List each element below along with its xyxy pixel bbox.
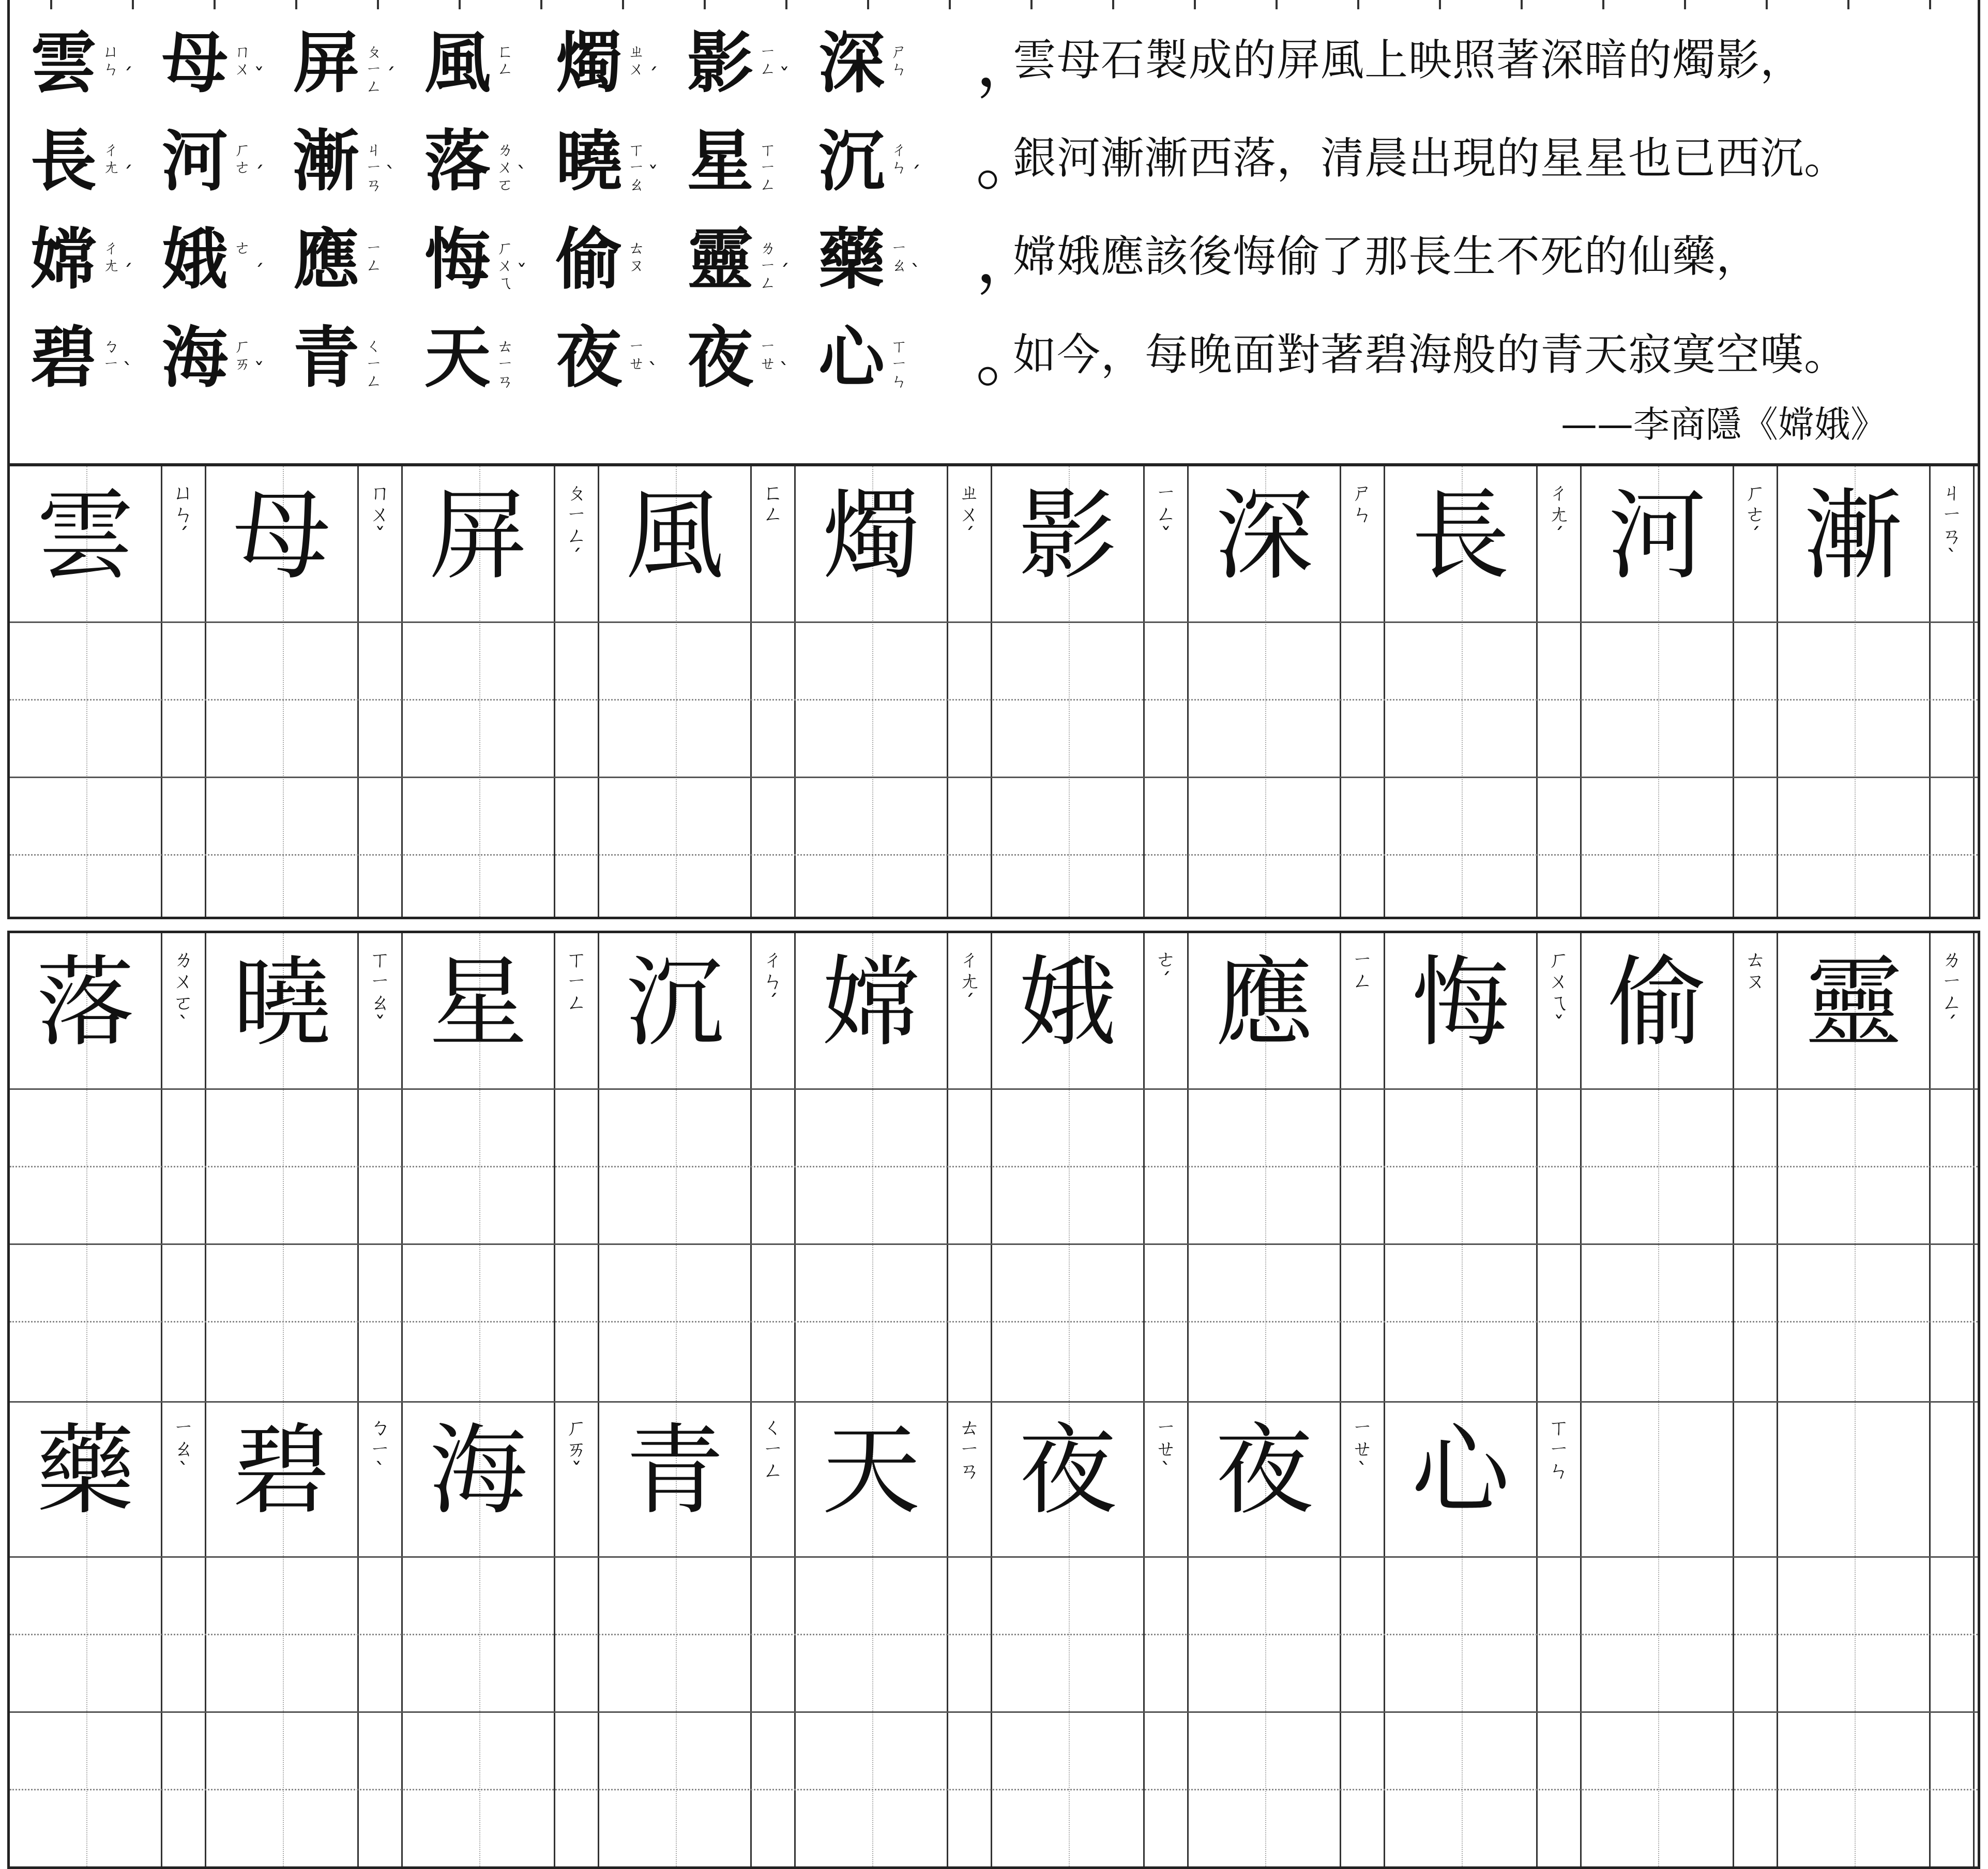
hanzi: 碧 bbox=[31, 319, 97, 397]
tone-mark: ˊ bbox=[779, 261, 790, 285]
poem-char bbox=[31, 315, 162, 403]
grid-dotted-line bbox=[10, 699, 1978, 701]
model-character: 娥 bbox=[1018, 946, 1117, 1060]
poem-char bbox=[293, 21, 424, 109]
practice-char-column bbox=[206, 933, 359, 1866]
model-zhuyin: ㄩㄣˊ bbox=[173, 481, 194, 548]
zhuyin: ㄓㄨ bbox=[628, 41, 645, 79]
tone-mark: ˊ bbox=[254, 261, 264, 285]
poem-char bbox=[556, 119, 687, 207]
tone-mark: ˊ bbox=[123, 65, 133, 88]
model-character: 母 bbox=[232, 479, 331, 593]
grid-line bbox=[10, 1556, 1978, 1558]
model-character: 天 bbox=[822, 1414, 920, 1528]
practice-zhuyin-column bbox=[752, 933, 796, 1866]
border-tick bbox=[1439, 0, 1441, 9]
zhuyin: ㄒㄧㄣ bbox=[890, 336, 907, 391]
border-tick bbox=[540, 0, 542, 9]
border-tick bbox=[785, 0, 787, 9]
poem-line-3 bbox=[31, 217, 1081, 305]
zhuyin: ㄧㄝ bbox=[628, 336, 645, 373]
practice-zhuyin-column bbox=[359, 466, 403, 917]
model-zhuyin: ㄔㄤˊ bbox=[1549, 481, 1569, 548]
poem-char bbox=[818, 217, 950, 305]
model-zhuyin: ㄌㄨㄛˋ bbox=[173, 948, 194, 1037]
border-tick bbox=[1684, 0, 1686, 9]
model-zhuyin: ㄧㄝˋ bbox=[1156, 1416, 1176, 1483]
zhuyin: ㄒㄧㄥ bbox=[759, 140, 776, 194]
poem-char bbox=[424, 315, 556, 403]
practice-char-column bbox=[403, 933, 555, 1866]
model-character: 漸 bbox=[1804, 479, 1903, 593]
border-tick bbox=[1929, 0, 1931, 9]
poem-char bbox=[162, 217, 293, 305]
model-character: 沉 bbox=[625, 946, 724, 1060]
border-tick bbox=[1602, 0, 1604, 9]
practice-char-column bbox=[10, 466, 162, 917]
zhuyin: ㄏㄞ bbox=[234, 336, 251, 373]
border-tick bbox=[867, 0, 869, 9]
practice-zhuyin-column bbox=[359, 933, 403, 1866]
grid-center-guide bbox=[1855, 933, 1856, 1866]
grid-dotted-line bbox=[10, 1634, 1978, 1635]
grid-line bbox=[10, 1711, 1978, 1713]
model-character: 心 bbox=[1411, 1414, 1510, 1528]
model-character: 偷 bbox=[1607, 946, 1706, 1060]
poem-char bbox=[818, 21, 950, 109]
hanzi: 河 bbox=[162, 123, 229, 200]
translation-line-3: 嫦娥應該後悔偷了那長生不死的仙藥， bbox=[1013, 231, 1761, 282]
practice-zhuyin-column bbox=[1145, 933, 1189, 1866]
practice-char-column bbox=[599, 466, 752, 917]
practice-zhuyin-column bbox=[948, 466, 992, 917]
hanzi: 深 bbox=[818, 24, 885, 102]
zhuyin: ㄜ bbox=[234, 238, 251, 257]
practice-char-column bbox=[1385, 933, 1538, 1866]
hanzi: 嫦 bbox=[31, 221, 97, 298]
hanzi: 悔 bbox=[424, 221, 491, 298]
hanzi: 燭 bbox=[556, 24, 623, 102]
practice-char-column bbox=[992, 933, 1145, 1866]
tone-mark: ˊ bbox=[123, 261, 133, 285]
model-zhuyin: ㄏㄨㄟˇ bbox=[1549, 948, 1569, 1037]
practice-zhuyin-column bbox=[948, 933, 992, 1866]
practice-zhuyin-column bbox=[1538, 933, 1582, 1866]
grid-center-guide bbox=[479, 933, 480, 1866]
zhuyin: ㄕㄣ bbox=[890, 41, 907, 79]
hanzi: 天 bbox=[424, 319, 491, 397]
border-tick bbox=[1194, 0, 1196, 9]
model-character: 河 bbox=[1607, 479, 1706, 593]
model-character: 青 bbox=[625, 1414, 724, 1528]
hanzi: 藥 bbox=[818, 221, 885, 298]
zhuyin: ㄆㄧㄥ bbox=[365, 41, 382, 96]
practice-zhuyin-column bbox=[1341, 933, 1385, 1866]
zhuyin: ㄑㄧㄥ bbox=[365, 336, 382, 391]
model-character: 屏 bbox=[429, 479, 527, 593]
hanzi: 夜 bbox=[687, 319, 754, 397]
model-character: 悔 bbox=[1411, 946, 1510, 1060]
zhuyin: ㄧㄝ bbox=[759, 336, 776, 373]
model-zhuyin: ㄏㄜˊ bbox=[1745, 481, 1766, 548]
model-character: 藥 bbox=[36, 1414, 134, 1528]
border-tick bbox=[704, 0, 706, 9]
punctuation-mark: ， bbox=[976, 24, 1042, 101]
model-zhuyin: ㄒㄧㄣ bbox=[1549, 1416, 1569, 1483]
poem-char bbox=[293, 315, 424, 403]
model-zhuyin: ㄊㄧㄢ bbox=[959, 1416, 980, 1483]
model-character: 夜 bbox=[1018, 1414, 1117, 1528]
poem-char bbox=[31, 217, 162, 305]
hanzi: 心 bbox=[818, 319, 885, 397]
poem-line-1 bbox=[31, 21, 1081, 109]
practice-char-column bbox=[599, 933, 752, 1866]
model-character: 長 bbox=[1411, 479, 1510, 593]
poem-char bbox=[162, 119, 293, 207]
tone-mark: ˊ bbox=[385, 65, 396, 88]
practice-zhuyin-column bbox=[555, 466, 599, 917]
model-zhuyin: ㄈㄥ bbox=[763, 481, 783, 526]
model-character: 落 bbox=[36, 946, 134, 1060]
tone-mark: ˊ bbox=[648, 65, 658, 88]
practice-zhuyin-column bbox=[1145, 466, 1189, 917]
model-character: 燭 bbox=[822, 479, 920, 593]
model-character: 應 bbox=[1215, 946, 1313, 1060]
punctuation-mark: 。 bbox=[976, 319, 1042, 396]
model-zhuyin: ㄧㄝˋ bbox=[1352, 1416, 1373, 1483]
model-character: 嫦 bbox=[822, 946, 920, 1060]
practice-char-column bbox=[1582, 466, 1734, 917]
model-zhuyin: ㄓㄨˊ bbox=[959, 481, 980, 548]
zhuyin: ㄔㄣ bbox=[890, 140, 907, 177]
hanzi: 母 bbox=[162, 24, 229, 102]
hanzi: 屏 bbox=[293, 24, 360, 102]
practice-zhuyin-column bbox=[162, 466, 206, 917]
poem-char bbox=[424, 21, 556, 109]
zhuyin: ㄏㄨㄟ bbox=[496, 238, 513, 293]
border-tick bbox=[50, 0, 52, 9]
border-tick bbox=[295, 0, 297, 9]
grid-center-guide bbox=[872, 933, 873, 1866]
hanzi: 曉 bbox=[556, 123, 623, 200]
poem-line-2 bbox=[31, 119, 1081, 207]
model-zhuyin: ㄜˊ bbox=[1156, 948, 1176, 993]
hanzi: 風 bbox=[424, 24, 491, 102]
grid-line bbox=[10, 777, 1978, 778]
tone-mark: ˊ bbox=[910, 163, 921, 187]
hanzi: 偷 bbox=[556, 221, 623, 298]
practice-char-column bbox=[10, 933, 162, 1866]
practice-zhuyin-column bbox=[162, 933, 206, 1866]
tone-mark: ˋ bbox=[123, 359, 133, 383]
grid-center-guide bbox=[1658, 933, 1659, 1866]
model-zhuyin: ㄏㄞˇ bbox=[566, 1416, 587, 1483]
row-separator bbox=[10, 1401, 1978, 1403]
tone-mark: ˋ bbox=[648, 359, 658, 383]
model-zhuyin: ㄑㄧㄥ bbox=[763, 1416, 783, 1483]
border-tick bbox=[1112, 0, 1114, 9]
hanzi: 靈 bbox=[687, 221, 754, 298]
model-zhuyin: ㄔㄤˊ bbox=[959, 948, 980, 1015]
zhuyin: ㄔㄤ bbox=[102, 238, 119, 275]
grid-line bbox=[10, 1088, 1978, 1090]
model-zhuyin: ㄅㄧˋ bbox=[370, 1416, 390, 1483]
grid-dotted-line bbox=[10, 1321, 1978, 1323]
practice-char-column bbox=[206, 466, 359, 917]
hanzi: 長 bbox=[31, 123, 97, 200]
hanzi: 落 bbox=[424, 123, 491, 200]
model-character: 靈 bbox=[1804, 946, 1903, 1060]
grid-dotted-line bbox=[10, 854, 1978, 856]
model-character: 曉 bbox=[232, 946, 331, 1060]
border-tick bbox=[1357, 0, 1359, 9]
tone-mark: ˋ bbox=[779, 359, 790, 383]
border-tick bbox=[1276, 0, 1278, 9]
grid-center-guide bbox=[1069, 933, 1070, 1866]
practice-char-column bbox=[1189, 466, 1341, 917]
tone-mark: ˇ bbox=[648, 163, 658, 187]
model-character: 海 bbox=[429, 1414, 527, 1528]
tone-mark: ˇ bbox=[254, 359, 264, 383]
zhuyin: ㄌㄧㄥ bbox=[759, 238, 776, 293]
zhuyin: ㄧㄥ bbox=[759, 41, 776, 79]
practice-char-column bbox=[796, 466, 948, 917]
poem-box bbox=[7, 0, 1980, 466]
poem-char bbox=[687, 217, 818, 305]
poem-char bbox=[818, 119, 950, 207]
practice-char-column bbox=[1778, 466, 1931, 917]
model-zhuyin: ㄊㄡ bbox=[1745, 948, 1766, 993]
grid-center-guide bbox=[1462, 933, 1463, 1866]
grid-center-guide bbox=[676, 933, 677, 1866]
poem-attribution: ——李商隱《嫦娥》 bbox=[1561, 403, 1887, 446]
practice-grid-1 bbox=[7, 466, 1980, 919]
model-zhuyin: ㄧㄥˇ bbox=[1156, 481, 1176, 548]
hanzi: 雲 bbox=[31, 24, 97, 102]
tone-mark: ˋ bbox=[517, 163, 527, 187]
grid-dotted-line bbox=[10, 1789, 1978, 1790]
poem-char bbox=[31, 21, 162, 109]
tone-mark: ˋ bbox=[910, 261, 921, 285]
model-zhuyin: ㄒㄧㄥ bbox=[566, 948, 587, 1015]
poem-char bbox=[556, 315, 687, 403]
border-tick bbox=[1521, 0, 1523, 9]
zhuyin: ㄧㄠ bbox=[890, 238, 907, 275]
practice-char-column bbox=[1582, 933, 1734, 1866]
zhuyin: ㄩㄣ bbox=[102, 41, 119, 79]
translation-line-1: 雲母石製成的屏風上映照著深暗的燭影， bbox=[1013, 35, 1804, 85]
border-tick bbox=[1766, 0, 1768, 9]
grid-center-guide bbox=[86, 933, 87, 1866]
poem-char bbox=[556, 21, 687, 109]
practice-zhuyin-column bbox=[1734, 466, 1778, 917]
poem-char bbox=[556, 217, 687, 305]
poem-char bbox=[293, 217, 424, 305]
border-tick bbox=[377, 0, 379, 9]
border-tick bbox=[459, 0, 461, 9]
hanzi: 影 bbox=[687, 24, 754, 102]
poem-char bbox=[293, 119, 424, 207]
model-zhuyin: ㄔㄣˊ bbox=[763, 948, 783, 1015]
hanzi: 青 bbox=[293, 319, 360, 397]
model-zhuyin: ㄆㄧㄥˊ bbox=[566, 481, 587, 570]
poem-char bbox=[687, 315, 818, 403]
practice-char-column bbox=[403, 466, 555, 917]
model-zhuyin: ㄧㄥ bbox=[1352, 948, 1373, 993]
poem-char bbox=[424, 119, 556, 207]
hanzi: 娥 bbox=[162, 221, 229, 298]
hanzi: 漸 bbox=[293, 123, 360, 200]
zhuyin: ㄏㄜ bbox=[234, 140, 251, 177]
poem-line-4 bbox=[31, 315, 1081, 403]
model-character: 影 bbox=[1018, 479, 1117, 593]
zhuyin: ㄔㄤ bbox=[102, 140, 119, 177]
grid-center-guide bbox=[283, 933, 284, 1866]
poem-char bbox=[424, 217, 556, 305]
hanzi: 應 bbox=[293, 221, 360, 298]
hanzi: 星 bbox=[687, 123, 754, 200]
practice-char-column bbox=[992, 466, 1145, 917]
zhuyin: ㄊㄧㄢ bbox=[496, 336, 513, 391]
top-border-ticks bbox=[10, 0, 1978, 9]
zhuyin: ㄧㄥ bbox=[365, 238, 382, 275]
model-character: 風 bbox=[625, 479, 724, 593]
zhuyin: ㄒㄧㄠ bbox=[628, 140, 645, 194]
border-tick bbox=[622, 0, 624, 9]
tone-mark: ˋ bbox=[385, 163, 396, 187]
grid-dotted-line bbox=[10, 1166, 1978, 1167]
practice-zhuyin-column bbox=[1341, 466, 1385, 917]
grid-line bbox=[10, 621, 1978, 623]
model-zhuyin: ㄒㄧㄠˇ bbox=[370, 948, 390, 1037]
tone-mark: ˇ bbox=[254, 65, 264, 88]
tone-mark: ˊ bbox=[254, 163, 264, 187]
model-zhuyin: ㄧㄠˋ bbox=[173, 1416, 194, 1483]
practice-char-column bbox=[1778, 933, 1931, 1866]
border-tick bbox=[1847, 0, 1849, 9]
tone-mark: ˇ bbox=[517, 261, 527, 285]
practice-zhuyin-column bbox=[1931, 933, 1975, 1866]
poem-char bbox=[162, 315, 293, 403]
border-tick bbox=[1030, 0, 1033, 9]
model-zhuyin: ㄇㄨˇ bbox=[370, 481, 390, 548]
poem-char bbox=[31, 119, 162, 207]
zhuyin: ㄈㄥ bbox=[496, 41, 513, 79]
translation-line-2: 銀河漸漸西落，清晨出現的星星也已西沉。 bbox=[1013, 133, 1848, 184]
model-character: 星 bbox=[429, 946, 527, 1060]
model-character: 雲 bbox=[36, 479, 134, 593]
punctuation-mark: 。 bbox=[976, 123, 1042, 200]
zhuyin: ㄌㄨㄛ bbox=[496, 140, 513, 194]
punctuation-mark: ， bbox=[976, 221, 1042, 298]
grid-center-guide bbox=[1265, 933, 1266, 1866]
practice-char-column bbox=[1385, 466, 1538, 917]
zhuyin: ㄐㄧㄢ bbox=[365, 140, 382, 194]
border-tick bbox=[132, 0, 134, 9]
translation-line-4: 如今，每晚面對著碧海般的青天寂寞空嘆。 bbox=[1013, 329, 1848, 380]
practice-grid-2 bbox=[7, 931, 1980, 1869]
model-zhuyin: ㄌㄧㄥˊ bbox=[1941, 948, 1962, 1037]
hanzi: 海 bbox=[162, 319, 229, 397]
model-zhuyin: ㄐㄧㄢˋ bbox=[1941, 481, 1962, 570]
poem-char bbox=[818, 315, 950, 403]
model-zhuyin: ㄕㄣ bbox=[1352, 481, 1373, 526]
poem-char bbox=[162, 21, 293, 109]
practice-zhuyin-column bbox=[1931, 466, 1975, 917]
tone-mark: ˊ bbox=[123, 163, 133, 187]
practice-zhuyin-column bbox=[555, 933, 599, 1866]
model-character: 碧 bbox=[232, 1414, 331, 1528]
practice-zhuyin-column bbox=[1734, 933, 1778, 1866]
zhuyin: ㄇㄨ bbox=[234, 41, 251, 79]
model-character: 深 bbox=[1215, 479, 1313, 593]
hanzi: 沉 bbox=[818, 123, 885, 200]
border-tick bbox=[214, 0, 216, 9]
poem-char bbox=[687, 119, 818, 207]
practice-char-column bbox=[1189, 933, 1341, 1866]
zhuyin: ㄅㄧ bbox=[102, 336, 119, 373]
hanzi: 夜 bbox=[556, 319, 623, 397]
model-character: 夜 bbox=[1215, 1414, 1313, 1528]
border-tick bbox=[949, 0, 951, 9]
grid-line bbox=[10, 1243, 1978, 1245]
practice-zhuyin-column bbox=[752, 466, 796, 917]
poem-char bbox=[687, 21, 818, 109]
practice-zhuyin-column bbox=[1538, 466, 1582, 917]
tone-mark: ˇ bbox=[779, 65, 790, 88]
zhuyin: ㄊㄡ bbox=[628, 238, 645, 275]
practice-char-column bbox=[796, 933, 948, 1866]
